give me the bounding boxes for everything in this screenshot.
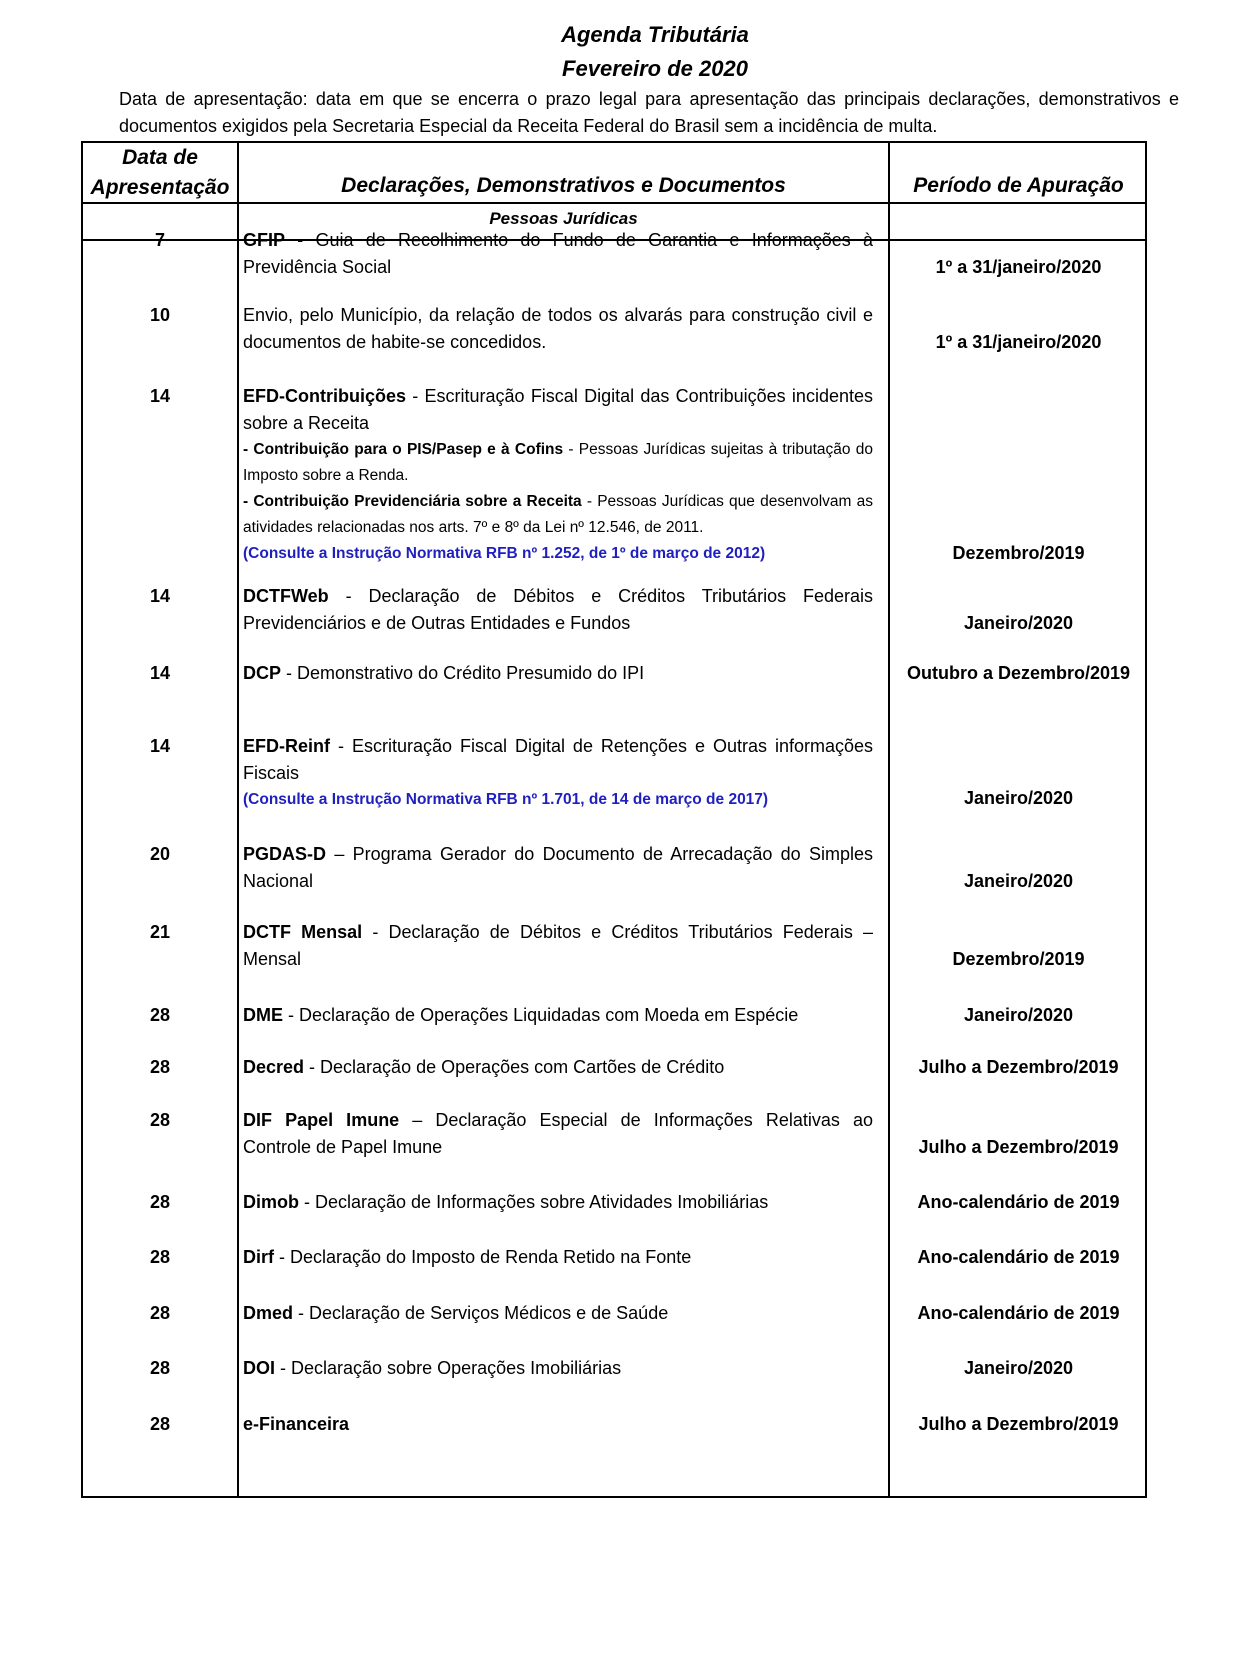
row-code: GFIP — [243, 230, 286, 250]
row-text: Envio, pelo Município, da relação de todos os alvarás para construção civil e documentos de habite-se concedidos. — [243, 305, 873, 352]
row-code: EFD-Reinf — [243, 736, 330, 756]
row-description — [243, 1411, 873, 1438]
row-description — [243, 733, 873, 813]
row-period: Julho a Dezembro/2019 — [918, 1057, 1119, 1077]
row-text: - Declaração de Informações sobre Atividades Imobiliárias — [299, 1192, 769, 1212]
row-description — [243, 1244, 873, 1271]
row-date: 10 — [149, 305, 171, 325]
row-period: Ano-calendário de 2019 — [917, 1303, 1120, 1323]
row-description — [243, 227, 873, 281]
row-date: 28 — [149, 1110, 171, 1130]
row-period: Janeiro/2020 — [963, 871, 1074, 891]
row-period: Julho a Dezembro/2019 — [918, 1137, 1119, 1157]
row-note-link: (Consulte a Instrução Normativa RFB nº 1.701, de 14 de março de 2017) — [243, 791, 769, 808]
row-period: Ano-calendário de 2019 — [917, 1192, 1120, 1212]
document-subtitle: Fevereiro de 2020 — [562, 56, 748, 81]
row-period: Julho a Dezembro/2019 — [918, 1414, 1119, 1434]
row-date: 14 — [149, 663, 171, 683]
row-subitem — [243, 437, 873, 489]
row-description — [243, 919, 873, 973]
row-description — [243, 1189, 873, 1216]
row-date: 20 — [149, 844, 171, 864]
row-date: 21 — [149, 922, 171, 942]
row-text: - Declaração de Débitos e Créditos Tributários Federais Previdenciários e de Outras Entidades e Fundos — [243, 586, 873, 633]
header-divider — [83, 202, 1145, 204]
row-subitem — [243, 489, 873, 541]
row-period: Janeiro/2020 — [963, 1358, 1074, 1378]
row-date: 28 — [149, 1358, 171, 1378]
subitem-label: - Contribuição para o PIS/Pasep e à Cofins — [243, 441, 564, 458]
row-text: - Escrituração Fiscal Digital das Contribuições incidentes sobre a Receita — [243, 386, 873, 433]
row-text: - Declaração de Serviços Médicos e de Saúde — [293, 1303, 669, 1323]
row-text: - Demonstrativo do Crédito Presumido do IPI — [281, 663, 645, 683]
row-period: Ano-calendário de 2019 — [917, 1247, 1120, 1267]
subitem-label: - Contribuição Previdenciária sobre a Receita — [243, 493, 582, 510]
row-date: 28 — [149, 1005, 171, 1025]
subitem-text: - Pessoas Jurídicas que desenvolvam as atividades relacionadas nos arts. 7º e 8º da Lei nº 12.546, de 2011. — [243, 493, 873, 536]
row-period: Dezembro/2019 — [952, 543, 1085, 563]
row-description — [243, 1002, 873, 1029]
row-text: - Declaração de Operações Liquidadas com Moeda em Espécie — [283, 1005, 799, 1025]
row-date: 28 — [149, 1192, 171, 1212]
row-code: DCP — [243, 663, 282, 683]
row-description — [243, 1300, 873, 1327]
row-date: 7 — [154, 230, 165, 250]
row-date: 28 — [149, 1303, 171, 1323]
row-code: EFD-Contribuições — [243, 386, 407, 406]
row-date: 28 — [149, 1057, 171, 1077]
row-period: Dezembro/2019 — [952, 949, 1085, 969]
row-date: 14 — [149, 736, 171, 756]
row-code: Decred — [243, 1057, 305, 1077]
row-code: Dirf — [243, 1247, 274, 1267]
row-code: DME — [243, 1005, 283, 1025]
row-period: 1º a 31/janeiro/2020 — [935, 257, 1102, 277]
row-date: 14 — [149, 386, 171, 406]
row-period: 1º a 31/janeiro/2020 — [935, 332, 1102, 352]
row-code: PGDAS-D — [243, 844, 327, 864]
intro-paragraph: Data de apresentação: data em que se encerra o prazo legal para apresentação das principais declarações, demonstrativos e documentos exigidos pela Secretaria Especial da Receita Federal do Brasil sem a incidência de multa. — [119, 89, 1179, 136]
header-declarations: Declarações, Demonstrativos e Documentos — [341, 174, 786, 197]
row-text: - Declaração sobre Operações Imobiliárias — [275, 1358, 622, 1378]
row-code: DCTFWeb — [243, 586, 329, 606]
row-period: Janeiro/2020 — [963, 613, 1074, 633]
row-code: Dmed — [243, 1303, 294, 1323]
header-date: Data de Apresentação — [90, 146, 230, 199]
row-description — [243, 383, 873, 567]
row-code: DIF Papel Imune — [243, 1110, 400, 1130]
document-title: Agenda Tributária — [561, 22, 749, 47]
row-description — [243, 660, 873, 687]
subitem-text: - Pessoas Jurídicas sujeitas à tributação do Imposto sobre a Renda. — [243, 441, 873, 484]
header-period: Período de Apuração — [913, 174, 1124, 197]
row-description — [243, 841, 873, 895]
row-description — [243, 1054, 873, 1081]
row-description — [243, 1107, 873, 1161]
row-code: DOI — [243, 1358, 276, 1378]
row-note-link: (Consulte a Instrução Normativa RFB nº 1.252, de 1º de março de 2012) — [243, 545, 766, 562]
row-code: e-Financeira — [243, 1414, 350, 1434]
row-text: – Programa Gerador do Documento de Arrecadação do Simples Nacional — [243, 844, 873, 891]
row-period: Janeiro/2020 — [963, 788, 1074, 808]
row-code: DCTF Mensal — [243, 922, 363, 942]
row-description — [243, 583, 873, 637]
row-date: 28 — [149, 1247, 171, 1267]
section-label: Pessoas Jurídicas — [489, 209, 638, 228]
row-period: Janeiro/2020 — [963, 1005, 1074, 1025]
row-description — [243, 1355, 873, 1382]
column-divider — [237, 143, 239, 1496]
schedule-table — [81, 141, 1147, 1498]
row-code: Dimob — [243, 1192, 299, 1212]
row-text: – Declaração Especial de Informações Relativas ao Controle de Papel Imune — [243, 1110, 874, 1157]
row-date: 14 — [149, 586, 171, 606]
row-description — [243, 302, 873, 356]
row-text: - Declaração do Imposto de Renda Retido na Fonte — [274, 1247, 692, 1267]
row-text: - Declaração de Operações com Cartões de Crédito — [304, 1057, 725, 1077]
row-text: - Guia de Recolhimento do Fundo de Garantia e Informações à Previdência Social — [243, 230, 873, 277]
row-text: - Declaração de Débitos e Créditos Tributários Federais – Mensal — [243, 922, 874, 969]
row-text: - Escrituração Fiscal Digital de Retenções e Outras informações Fiscais — [243, 736, 873, 783]
row-period: Outubro a Dezembro/2019 — [906, 663, 1131, 683]
row-date: 28 — [149, 1414, 171, 1434]
